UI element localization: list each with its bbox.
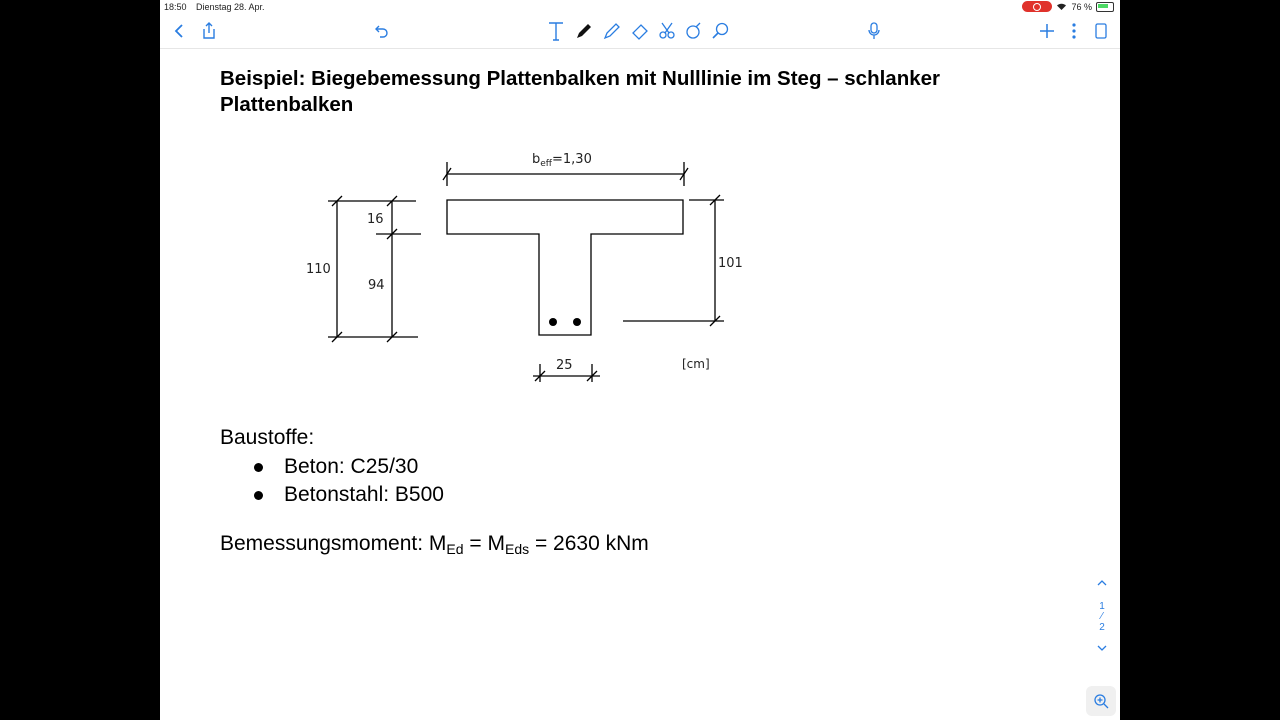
- page-navigator: [1092, 578, 1112, 656]
- undo-icon[interactable]: [369, 18, 395, 44]
- recording-indicator: [1022, 1, 1052, 12]
- shapes-icon[interactable]: [681, 18, 707, 44]
- add-icon[interactable]: [1034, 18, 1060, 44]
- t-beam-drawing: [300, 148, 760, 388]
- page-up-icon[interactable]: [1096, 578, 1108, 588]
- beff-label: $b_{eff}=1,30$: [532, 152, 592, 169]
- zoom-icon[interactable]: [708, 18, 734, 44]
- design-moment: Bemessungsmoment: $M_{Ed} = M_{Eds} = 2630$ kNm: [220, 532, 649, 557]
- t-beam-section: [447, 200, 683, 335]
- app-screen: [160, 0, 1120, 720]
- pages-icon[interactable]: [1088, 18, 1114, 44]
- material-steel: Betonstahl: B500: [284, 483, 444, 506]
- list-item: [254, 453, 444, 481]
- total-height-label: 110: [306, 262, 331, 277]
- battery-icon: [1096, 2, 1114, 12]
- rebar-left: [549, 318, 557, 326]
- flange-height-label: 16: [367, 212, 384, 227]
- web-height-label: 94: [368, 278, 385, 293]
- status-right: [1022, 1, 1114, 12]
- status-bar: [160, 0, 1120, 14]
- more-icon[interactable]: [1061, 18, 1087, 44]
- magnifier-icon: [1093, 693, 1109, 709]
- eraser-icon[interactable]: [627, 18, 653, 44]
- microphone-icon[interactable]: [861, 18, 887, 44]
- material-concrete: Beton: C25/30: [284, 455, 419, 478]
- bullet-icon: [254, 463, 263, 472]
- back-icon[interactable]: [166, 18, 192, 44]
- wifi-icon: [1056, 2, 1067, 11]
- pen-icon[interactable]: [571, 18, 597, 44]
- lasso-icon[interactable]: [654, 18, 680, 44]
- text-tool-icon[interactable]: [543, 18, 569, 44]
- status-time: 18:50: [164, 2, 187, 12]
- materials-list: [254, 453, 444, 509]
- bullet-icon: [254, 491, 263, 500]
- share-icon[interactable]: [196, 18, 222, 44]
- battery-percent: 76 %: [1071, 1, 1092, 12]
- page-separator-icon: ⁄: [1101, 611, 1103, 622]
- page-current: 1: [1099, 601, 1105, 612]
- zoom-button[interactable]: [1086, 686, 1116, 716]
- highlighter-icon[interactable]: [599, 18, 625, 44]
- page-total: 2: [1099, 622, 1105, 633]
- unit-label: [cm]: [682, 357, 710, 371]
- page-down-icon[interactable]: [1096, 643, 1108, 653]
- web-width-label: 25: [556, 358, 573, 373]
- document-page[interactable]: [160, 48, 1120, 720]
- page-title: Beispiel: Biegebemessung Plattenbalken mit Nulllinie im Steg – schlanker Plattenbalken: [220, 67, 940, 116]
- toolbar: [160, 14, 1120, 49]
- status-date: Dienstag 28. Apr.: [196, 2, 265, 12]
- materials-heading: Baustoffe:: [220, 426, 315, 449]
- rebar-right: [573, 318, 581, 326]
- effective-depth-label: 101: [718, 256, 743, 271]
- list-item: [254, 481, 444, 509]
